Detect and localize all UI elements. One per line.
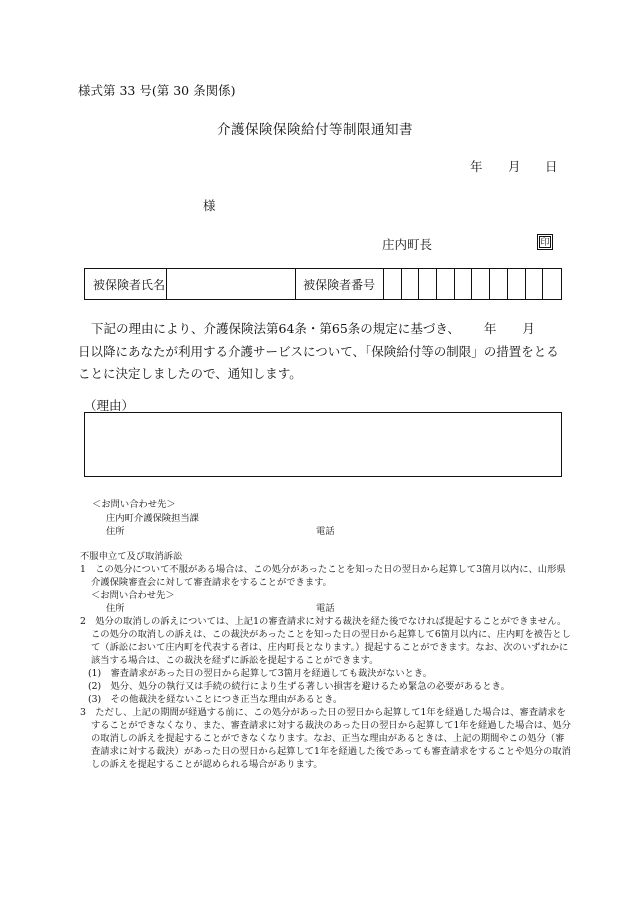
- reason-box[interactable]: [84, 412, 562, 477]
- addressee-honorific: 様: [203, 198, 216, 213]
- appeal-contact-row: [80, 602, 572, 615]
- insured-number-digit[interactable]: [402, 269, 420, 299]
- body-part2: 日以降にあなたが利用する介護サービスについて、「保険給付等の制限」の措置をとることに決定しましたので、通知します。: [78, 343, 559, 381]
- form-number: 様式第 33 号(第 30 条関係): [78, 83, 236, 98]
- seal-mark: [537, 234, 553, 250]
- appeal-item-2: 2 処分の取消しの訴えについては、上記1の審査請求に対する裁決を経た後でなければ提起することができません。この処分の取消しの訴えは、この裁決があったことを知った日の翌日から起算して6箇月以内に、庄内町を被告として（訴訟において庄内町を代表する者は、庄内町長となります。）提起することができます。なお、次のいずれかに該当する場合は、この裁決を経ずに訴訟を提起することができます。: [80, 616, 571, 666]
- insured-number-digit[interactable]: [419, 269, 437, 299]
- contact-address-label: 住所: [106, 526, 125, 537]
- insured-name-field[interactable]: [167, 269, 296, 299]
- notice-body: [78, 318, 568, 386]
- insured-info-table: [84, 268, 562, 300]
- insured-number-digit[interactable]: [508, 269, 526, 299]
- insured-number-digit[interactable]: [526, 269, 544, 299]
- appeal-sub-1: (1) 審査請求があった日の翌日から起算して3箇月を経過しても裁決がないとき。: [88, 668, 433, 679]
- contact-heading: ＜お問い合わせ先＞: [92, 499, 176, 510]
- insured-number-label: 被保険者番号: [296, 269, 384, 299]
- appeal-item-1: 1 この処分について不服がある場合は、この処分があったことを知った日の翌日から起算して3箇月以内に、山形県介護保険審査会に対して審査請求をすることができます。: [80, 564, 566, 588]
- appeal-sub-2: (2) 処分、処分の執行又は手続の続行により生ずる著しい損害を避けるため緊急の必要があるとき。: [88, 681, 510, 692]
- appeal-item-3: 3 ただし、上記の期間が経過する前に、この処分があった日の翌日から起算して1年を経過した場合は、審査請求をすることができなくなり、また、審査請求に対する裁決のあった日の翌日から起算して1年を経過した場合は、処分の取消しの訴えを提起することができなくなります。なお、正当な理由があるときは、上記の期間やこの処分（審査請求に対する裁決）があった日の翌日から起算して1年を経過した後であっても審査請求をすることや処分の取消しの訴えを提起することが認められる場合があります。: [80, 707, 571, 770]
- appeal-contact-address-label: 住所: [106, 603, 125, 614]
- insured-number-digit[interactable]: [472, 269, 490, 299]
- date-year-label: 年: [470, 159, 483, 174]
- body-year: 年: [483, 321, 497, 336]
- date-day-label: 日: [545, 159, 558, 174]
- insured-number-digit[interactable]: [437, 269, 455, 299]
- issuer-name: 庄内町長: [382, 237, 433, 252]
- insured-number-digit[interactable]: [490, 269, 508, 299]
- insured-number-digit[interactable]: [384, 269, 402, 299]
- appeal-contact-phone-label: 電話: [316, 603, 335, 614]
- appeal-sub-3: (3) その他裁決を経ないことにつき正当な理由があるとき。: [88, 694, 343, 705]
- insured-number-digit[interactable]: [455, 269, 473, 299]
- seal-text: 印: [540, 238, 550, 248]
- body-part1: 下記の理由により、介護保険法第64条・第65条の規定に基づき、: [91, 321, 460, 336]
- appeal-contact-heading: ＜お問い合わせ先＞: [91, 590, 175, 601]
- contact-department: 庄内町介護保険担当課: [106, 513, 199, 524]
- contact-phone-label: 電話: [316, 526, 335, 537]
- reason-label: （理由）: [84, 398, 135, 413]
- insured-number-digit[interactable]: [543, 269, 561, 299]
- document-title: 介護保険保険給付等制限通知書: [217, 122, 413, 138]
- date-month-label: 月: [508, 159, 521, 174]
- appeal-notes: [80, 563, 572, 771]
- insured-name-label: 被保険者氏名: [85, 269, 167, 299]
- appeal-heading: 不服申立て及び取消訴訟: [80, 551, 183, 562]
- body-month: 月: [522, 321, 535, 336]
